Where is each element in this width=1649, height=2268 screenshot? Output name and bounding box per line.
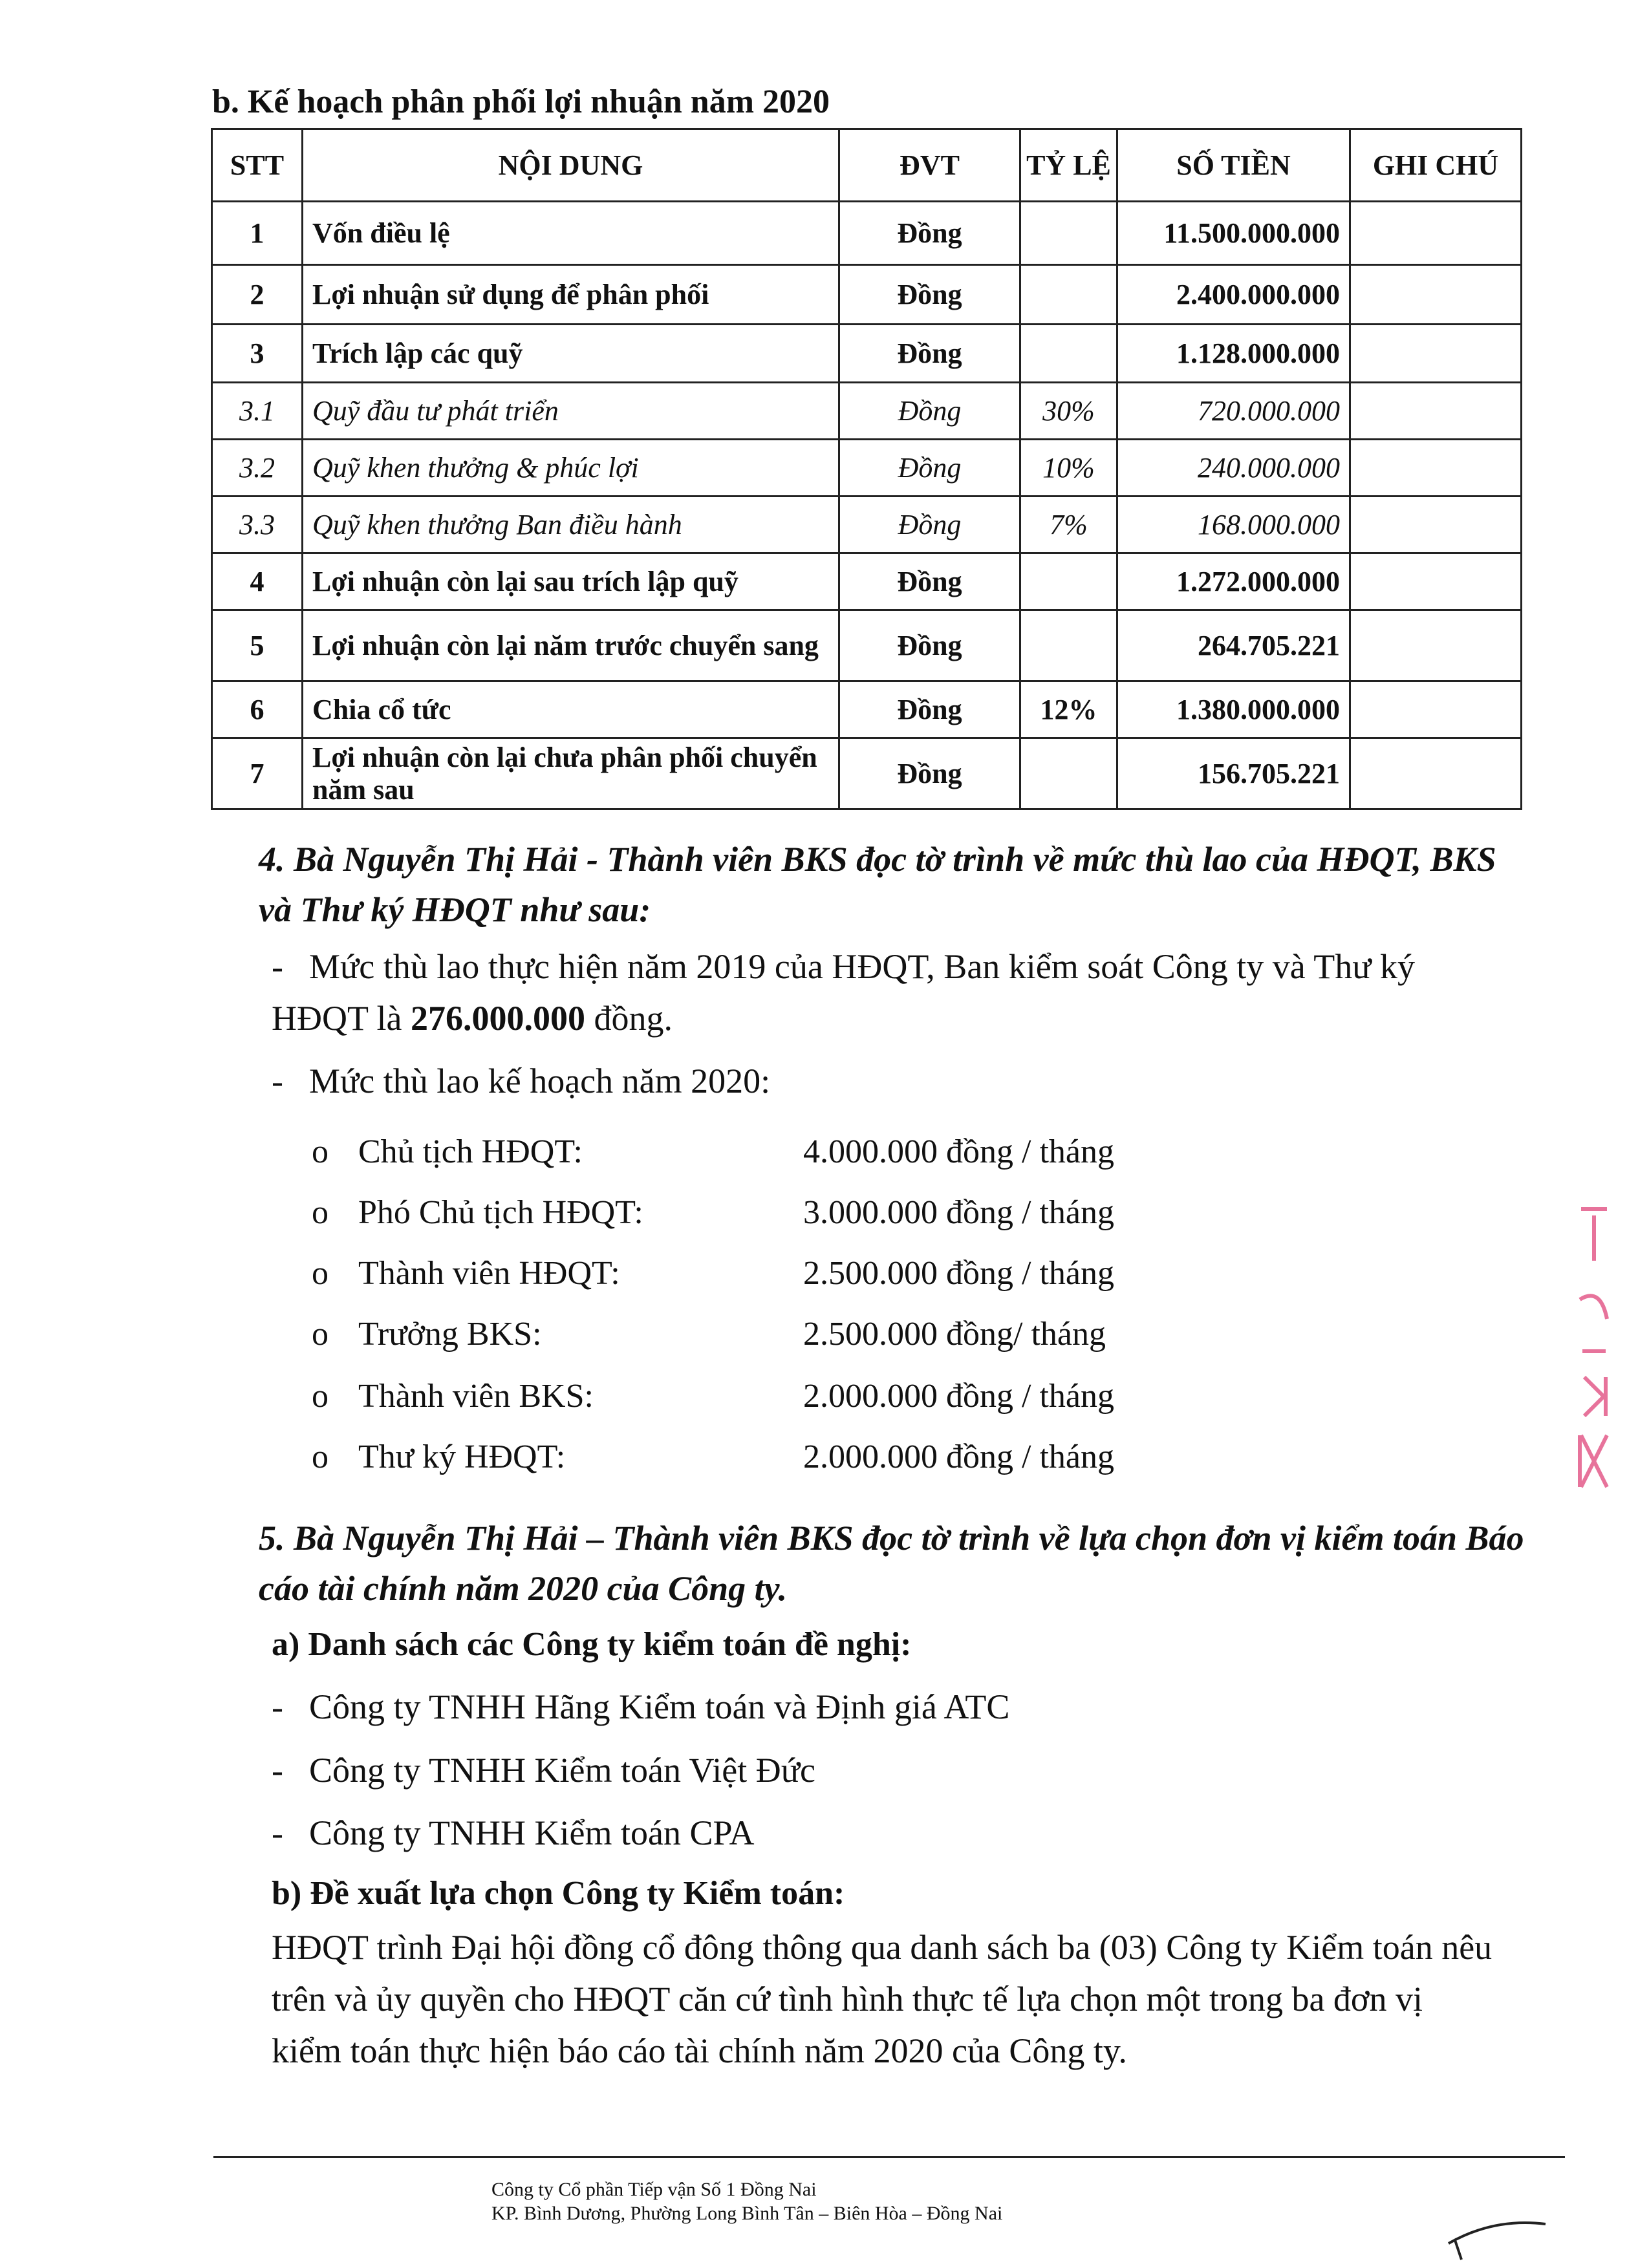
company-name: Công ty TNHH Kiểm toán CPA xyxy=(309,1813,755,1852)
header-rate: TỶ LỆ xyxy=(1020,129,1117,202)
item4-paragraph-2019 xyxy=(272,941,1500,1044)
table-row xyxy=(212,681,1522,738)
circle-bullet-icon: o xyxy=(312,1316,329,1353)
dash-bullet: - xyxy=(272,1687,283,1726)
row-content: Lợi nhuận sử dụng để phân phối xyxy=(303,265,839,325)
table-row xyxy=(212,440,1522,497)
row-stt: 1 xyxy=(212,202,303,265)
company-list-item xyxy=(272,1681,1009,1733)
footer-address: KP. Bình Dương, Phường Long Bình Tân – Biên Hòa – Đồng Nai xyxy=(491,2203,1003,2224)
table-row xyxy=(212,202,1522,265)
section-b-title: b. Kế hoạch phân phối lợi nhuận năm 2020 xyxy=(212,83,830,120)
row-rate: 7% xyxy=(1020,497,1117,553)
row-note xyxy=(1350,440,1522,497)
row-unit: Đồng xyxy=(839,325,1020,383)
fee-role: Thư ký HĐQT: xyxy=(358,1439,566,1475)
company-name: Công ty TNHH Hãng Kiểm toán và Định giá ATC xyxy=(309,1687,1010,1726)
row-note xyxy=(1350,738,1522,809)
circle-bullet-icon: o xyxy=(312,1378,329,1415)
header-unit: ĐVT xyxy=(839,129,1020,202)
fee-role: Thành viên BKS: xyxy=(358,1378,594,1415)
row-amount: 11.500.000.000 xyxy=(1117,202,1350,265)
row-note xyxy=(1350,681,1522,738)
row-rate xyxy=(1020,325,1117,383)
row-unit: Đồng xyxy=(839,440,1020,497)
dash-bullet: - xyxy=(272,947,283,986)
item4-heading: 4. Bà Nguyễn Thị Hải - Thành viên BKS đọc tờ trình về mức thù lao của HĐQT, BKS và Thư ký HĐQT như sau: xyxy=(259,840,1496,929)
table-row xyxy=(212,610,1522,681)
row-stt: 3.2 xyxy=(212,440,303,497)
row-amount: 168.000.000 xyxy=(1117,497,1350,553)
company-list-item xyxy=(272,1744,815,1796)
row-unit: Đồng xyxy=(839,383,1020,440)
row-stt: 4 xyxy=(212,553,303,610)
fee-row xyxy=(312,1377,1114,1415)
fee-value: 2.500.000 đồng/ tháng xyxy=(803,1316,1106,1353)
stamp-fragment-icon xyxy=(1575,1190,1613,1493)
table-row xyxy=(212,738,1522,809)
row-stt: 7 xyxy=(212,738,303,809)
p1-text: Mức thù lao thực hiện năm 2019 của HĐQT, Ban kiểm soát Công ty và Thư ký HĐQT là xyxy=(272,947,1416,1038)
fee-row xyxy=(312,1193,1114,1232)
row-amount: 2.400.000.000 xyxy=(1117,265,1350,325)
p1-amount: 276.000.000 xyxy=(410,999,585,1038)
row-stt: 3 xyxy=(212,325,303,383)
fee-role: Thành viên HĐQT: xyxy=(358,1255,620,1292)
row-unit: Đồng xyxy=(839,681,1020,738)
row-content: Trích lập các quỹ xyxy=(303,325,839,383)
header-stt: STT xyxy=(212,129,303,202)
table-header-row xyxy=(212,129,1522,202)
circle-bullet-icon: o xyxy=(312,1133,329,1170)
company-name: Công ty TNHH Kiểm toán Việt Đức xyxy=(309,1751,815,1790)
table-row xyxy=(212,497,1522,553)
footer-company: Công ty Cổ phần Tiếp vận Số 1 Đồng Nai xyxy=(491,2179,817,2200)
table-row xyxy=(212,265,1522,325)
row-rate xyxy=(1020,610,1117,681)
row-amount: 156.705.221 xyxy=(1117,738,1350,809)
row-unit: Đồng xyxy=(839,265,1020,325)
fee-row xyxy=(312,1133,1114,1171)
row-amount: 1.128.000.000 xyxy=(1117,325,1350,383)
header-note: GHI CHÚ xyxy=(1350,129,1522,202)
row-note xyxy=(1350,497,1522,553)
item4-paragraph-2020 xyxy=(272,1055,770,1107)
row-content: Chia cổ tức xyxy=(303,681,839,738)
row-amount: 240.000.000 xyxy=(1117,440,1350,497)
table-row xyxy=(212,553,1522,610)
item5-b-title: b) Đề xuất lựa chọn Công ty Kiểm toán: xyxy=(272,1875,845,1912)
row-content: Lợi nhuận còn lại chưa phân phối chuyển năm sau xyxy=(303,738,839,809)
row-stt: 5 xyxy=(212,610,303,681)
row-rate xyxy=(1020,738,1117,809)
page-mark-icon xyxy=(1442,2211,1552,2266)
dash-bullet: - xyxy=(272,1751,283,1790)
row-unit: Đồng xyxy=(839,610,1020,681)
row-note xyxy=(1350,383,1522,440)
row-content: Lợi nhuận còn lại năm trước chuyển sang xyxy=(303,610,839,681)
item5-b-text: HĐQT trình Đại hội đồng cổ đông thông qua danh sách ba (03) Công ty Kiểm toán nêu trên và ủy quyền cho HĐQT căn cứ tình hình thực tế lựa chọn một trong ba đơn vị kiểm toán thực hiện báo cáo tài chính năm 2020 của Công ty. xyxy=(272,1928,1493,2070)
row-unit: Đồng xyxy=(839,497,1020,553)
item5-a-title: a) Danh sách các Công ty kiểm toán đề nghị: xyxy=(272,1626,912,1663)
dash-bullet: - xyxy=(272,1813,283,1852)
p2-text: Mức thù lao kế hoạch năm 2020: xyxy=(309,1062,771,1100)
table-row xyxy=(212,383,1522,440)
row-stt: 2 xyxy=(212,265,303,325)
row-content: Quỹ đầu tư phát triển xyxy=(303,383,839,440)
stamp-mark xyxy=(1575,1190,1613,1493)
row-note xyxy=(1350,610,1522,681)
circle-bullet-icon: o xyxy=(312,1439,329,1475)
fee-value: 4.000.000 đồng / tháng xyxy=(803,1133,1114,1170)
header-content: NỘI DUNG xyxy=(303,129,839,202)
header-amount: SỐ TIỀN xyxy=(1117,129,1350,202)
fee-value: 2.500.000 đồng / tháng xyxy=(803,1255,1114,1292)
circle-bullet-icon: o xyxy=(312,1255,329,1292)
p1-text-end: đồng. xyxy=(585,999,673,1038)
row-rate: 10% xyxy=(1020,440,1117,497)
row-note xyxy=(1350,325,1522,383)
row-amount: 264.705.221 xyxy=(1117,610,1350,681)
fee-value: 2.000.000 đồng / tháng xyxy=(803,1378,1114,1415)
row-unit: Đồng xyxy=(839,738,1020,809)
row-amount: 1.380.000.000 xyxy=(1117,681,1350,738)
row-content: Lợi nhuận còn lại sau trích lập quỹ xyxy=(303,553,839,610)
fee-row xyxy=(312,1254,1114,1292)
row-note xyxy=(1350,553,1522,610)
row-stt: 3.3 xyxy=(212,497,303,553)
row-note xyxy=(1350,265,1522,325)
row-unit: Đồng xyxy=(839,553,1020,610)
fee-role: Trưởng BKS: xyxy=(358,1316,542,1353)
table-row xyxy=(212,325,1522,383)
profit-distribution-table xyxy=(211,128,1522,810)
row-rate xyxy=(1020,553,1117,610)
dash-bullet: - xyxy=(272,1062,283,1100)
fee-role: Phó Chủ tịch HĐQT: xyxy=(358,1194,643,1231)
circle-bullet-icon: o xyxy=(312,1194,329,1231)
company-list-item xyxy=(272,1807,755,1859)
row-amount: 720.000.000 xyxy=(1117,383,1350,440)
row-content: Quỹ khen thưởng & phúc lợi xyxy=(303,440,839,497)
row-rate: 30% xyxy=(1020,383,1117,440)
row-rate xyxy=(1020,265,1117,325)
fee-row xyxy=(312,1438,1114,1476)
fee-role: Chủ tịch HĐQT: xyxy=(358,1133,583,1170)
row-content: Quỹ khen thưởng Ban điều hành xyxy=(303,497,839,553)
row-content: Vốn điều lệ xyxy=(303,202,839,265)
row-amount: 1.272.000.000 xyxy=(1117,553,1350,610)
fee-row xyxy=(312,1315,1106,1353)
row-rate: 12% xyxy=(1020,681,1117,738)
fee-value: 2.000.000 đồng / tháng xyxy=(803,1439,1114,1475)
row-rate xyxy=(1020,202,1117,265)
fee-value: 3.000.000 đồng / tháng xyxy=(803,1194,1114,1231)
footer-divider xyxy=(213,2156,1565,2158)
row-stt: 3.1 xyxy=(212,383,303,440)
item5-heading: 5. Bà Nguyễn Thị Hải – Thành viên BKS đọc tờ trình về lựa chọn đơn vị kiểm toán Báo cáo tài chính năm 2020 của Công ty. xyxy=(259,1519,1524,1608)
row-unit: Đồng xyxy=(839,202,1020,265)
row-stt: 6 xyxy=(212,681,303,738)
row-note xyxy=(1350,202,1522,265)
